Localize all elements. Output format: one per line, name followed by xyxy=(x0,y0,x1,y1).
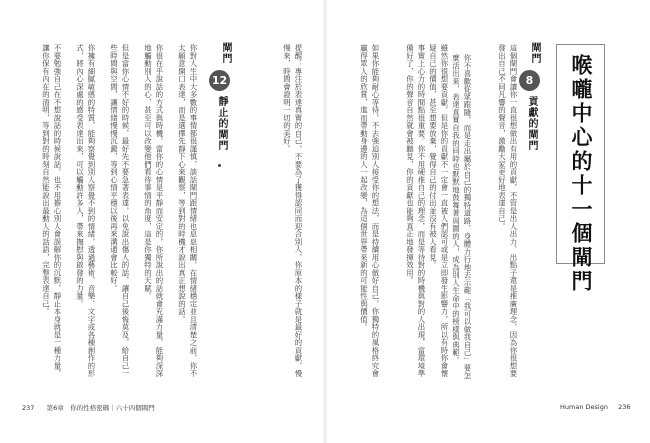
left-page-number: 237 xyxy=(22,404,35,412)
gate12-label: 閘門 xyxy=(220,42,231,64)
bullet-dot xyxy=(218,164,221,167)
chapter-title: 喉嚨中心的十一個閘門 xyxy=(569,54,594,294)
gate12-number-badge: 12 xyxy=(209,70,230,91)
right-running-head: Human Design xyxy=(560,403,608,411)
gate12-paragraph-2: 你很在乎說話的方式與時機，當你的心情是平靜而安定的，你所說出的話就會充滿力量，能夠深深地觸動別人的心，甚至可以改變他們看待事情的角度，這是你獨特的天賦。 xyxy=(143,44,164,378)
gate12-title: 靜止的閘門 xyxy=(216,96,227,151)
gate8-label: 閘門 xyxy=(529,42,540,64)
right-footer xyxy=(560,403,631,411)
gate12-paragraph-3: 但是當你心情不好的時候，最好先不要急著表達，以免說出傷人的話，讓自己後悔莫及。給自己一些時間與空間，讓情緒慢慢沉澱，等到心情平穩以後再來溝通會比較好。 xyxy=(109,44,130,378)
gate8-paragraph-2: 你不喜歡從眾跟隨，而是走出屬於自己的獨特道路，身體力行地去示範「我可以做我自己」要怎麼活出來，表達真實自我的同時也默默地鼓舞著周圍的人，成為別人生命中的榜樣與典範。 xyxy=(451,54,472,380)
gate12-paragraph-5: 不要勉強自己在不想說話的時候說話，也不用擔心別人會誤解你的沉默，靜止本身就是一種力量，讓你保有內在的清明，等到對的時刻自然能說出最動人的話語，完整表達自己。 xyxy=(41,44,62,378)
gate8-paragraph-3: 雖然你很想要貢獻，但是你的貢獻不一定會一直被人們認可或是立即發生影響力，所以有時你會懷疑自己的價值，甚至想要放棄，覺得自己的付出並沒有被人看見。 xyxy=(428,44,449,378)
gate8-paragraph-5: 如果你能夠耐心等待，不去強迫別人接受你的想法，而是持續用心做好自己，你獨特的風格終究會贏得眾人的欣賞，進而帶動身邊的人一起改變，為這個世界帶來新的可能性與價值。 xyxy=(359,44,380,378)
gate8-paragraph-4: 事實上心力的時間點很重要。你不用硬推自己的理念，而是等待對的時機與對的人出現，當環境準備好了，你的聲音自然就會被聽見，你的貢獻也能夠真正地發揮效用。 xyxy=(405,44,426,378)
gate8-number-badge: 8 xyxy=(519,70,540,91)
left-running-head: 第6章 你的性格密碼｜六十四個閘門 xyxy=(46,404,155,412)
gate8-paragraph-6: 提醒：專注於表達真實的自己，不要為了獲得認同而迎合別人，你原本的樣子就是最好的貢獻，慢慢來，時間會證明一切的美好。 xyxy=(282,44,303,378)
gate8-paragraph-1: 這個閘門會讓你一直很想做出有用的貢獻，不管是出人出力、出點子還是推廣理念，因為你很想要發出自己不同凡響的聲音，激勵大家更好地表達自己。 xyxy=(497,44,518,378)
left-footer xyxy=(22,403,155,412)
gate12-paragraph-4: 你擁有細膩敏感的特質，能夠察覺到別人察覺不到的情緒，透過藝術、音樂、文字或各種創作的形式，將內心深處的感受表達出來，可以觸動許多人，帶來撫慰與啟發的力量。 xyxy=(75,44,96,378)
right-page-number: 236 xyxy=(618,403,631,411)
gate12-paragraph-1: 你對人生中大多數的事情都很謹慎，談話閘門跟情緒也息息相關，在情緒穩定並且清楚之前，你不太願意開口表達，而是選擇先靜下心來觀察，等到對的時機才說出真正想說的話。 xyxy=(177,44,198,378)
gate8-title: 貢獻的閘門 xyxy=(526,96,537,151)
